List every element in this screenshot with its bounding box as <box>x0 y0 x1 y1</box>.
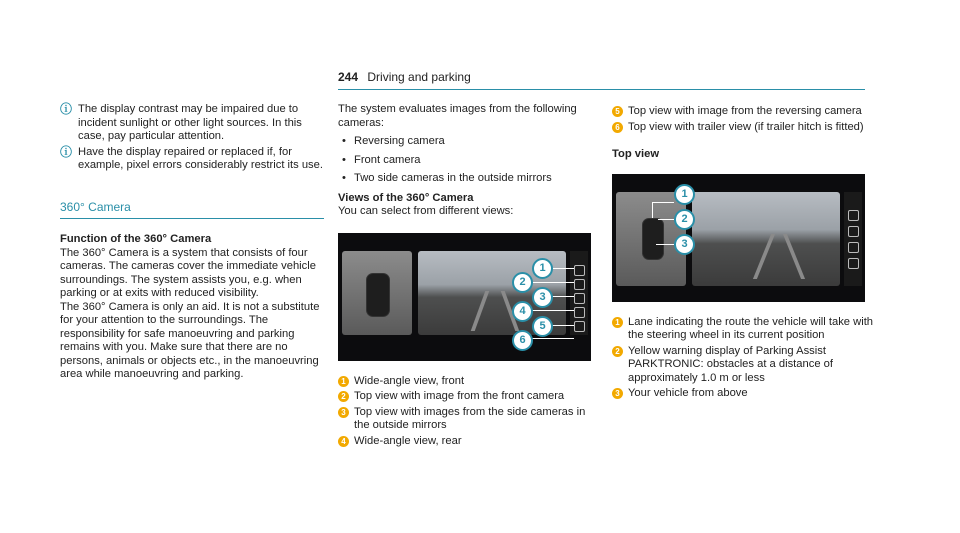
view-selector-strip <box>844 192 862 286</box>
view-icon[interactable] <box>574 265 585 276</box>
legend-item <box>338 406 600 433</box>
legend-item <box>338 375 600 389</box>
callout-line <box>530 282 574 283</box>
camera-views-image <box>338 233 591 361</box>
view-icon[interactable] <box>574 279 585 290</box>
views-title: Views of the 360° Camera <box>338 191 474 204</box>
view-icon[interactable] <box>848 242 859 253</box>
number-badge: 4 <box>338 436 349 447</box>
legend-item <box>612 105 874 119</box>
callout-3: 3 <box>674 234 695 255</box>
legend-item <box>338 390 600 404</box>
callout-line <box>550 325 574 326</box>
bullet-dot: • <box>342 135 346 147</box>
note-text: The display contrast may be impaired due to incident sunlight or other light sources. In this case, pay particular attention. <box>78 103 302 142</box>
legend-text: Your vehicle from above <box>628 387 748 399</box>
callout-1: 1 <box>674 184 695 205</box>
callout-line <box>652 202 653 218</box>
section-rule <box>60 218 324 219</box>
legend-text: Wide-angle view, front <box>354 374 465 387</box>
column-1 <box>60 103 325 382</box>
callout-line <box>530 338 574 339</box>
number-badge: 1 <box>338 376 349 387</box>
number-badge: 2 <box>338 391 349 402</box>
note-text: Have the display repaired or replaced if, for example, pixel errors considerably restrict its use. <box>78 145 323 171</box>
callout-line <box>652 202 674 203</box>
legend-text: Lane indicating the route the vehicle will take with the steering wheel in its current position <box>628 315 874 341</box>
info-icon: ⓘ <box>60 102 73 116</box>
callout-1: 1 <box>532 258 553 279</box>
bullet-text: Two side cameras in the outside mirrors <box>354 172 552 184</box>
view-icon[interactable] <box>848 226 859 237</box>
legend-text: Top view with trailer view (if trailer hitch is fitted) <box>628 120 864 133</box>
callout-4: 4 <box>512 301 533 322</box>
bullet-dot: • <box>342 153 346 166</box>
page-number: 244 <box>338 70 359 84</box>
bullet-item <box>338 135 600 149</box>
function-title: Function of the 360° Camera <box>60 233 212 245</box>
callout-line <box>530 310 574 311</box>
bullet-item <box>338 154 600 168</box>
cameras-intro: The system evaluates images from the following cameras: <box>338 103 577 129</box>
callout-5: 5 <box>532 316 553 337</box>
column-2 <box>338 103 600 448</box>
callout-3: 3 <box>532 287 553 308</box>
bullet-text: Reversing camera <box>354 135 445 147</box>
camera-feed-panel <box>692 192 840 286</box>
legend-text: Top view with image from the reversing camera <box>628 105 862 117</box>
number-badge: 3 <box>612 388 623 399</box>
callout-6: 6 <box>512 330 533 351</box>
callout-2: 2 <box>674 209 695 230</box>
info-icon: ⓘ <box>60 144 73 159</box>
legend-text: Wide-angle view, rear <box>354 434 462 447</box>
number-badge: 2 <box>612 346 623 357</box>
paragraph-1: The 360° Camera is a system that consists of four cameras. The cameras cover the immediate vehicle surroundings. The system assists you, e.g. when parking or at exits with reduced visibility. <box>60 246 316 299</box>
header-rule <box>338 89 865 90</box>
legend-text: Top view with image from the front camera <box>354 390 565 402</box>
view-icon[interactable] <box>848 258 859 269</box>
vehicle-icon <box>366 273 390 317</box>
number-badge: 3 <box>338 407 349 418</box>
bullet-item <box>338 172 600 186</box>
number-badge: 6 <box>612 122 623 133</box>
view-icon[interactable] <box>574 307 585 318</box>
callout-line <box>550 268 574 269</box>
column-3 <box>612 103 874 401</box>
vehicle-icon <box>642 218 664 260</box>
view-icon[interactable] <box>574 321 585 332</box>
note-1 <box>60 103 325 144</box>
legend-item <box>612 316 874 343</box>
number-badge: 5 <box>612 106 623 117</box>
bullet-dot: • <box>342 172 346 184</box>
section-title: 360° Camera <box>60 199 131 214</box>
legend-item <box>338 435 600 449</box>
page-header <box>338 70 471 84</box>
callout-line <box>658 219 674 220</box>
legend-text: Top view with images from the side cameras in the outside mirrors <box>354 405 586 431</box>
number-badge: 1 <box>612 317 623 328</box>
header-section: Driving and parking <box>367 70 471 84</box>
callout-line <box>550 296 574 297</box>
view-icon[interactable] <box>574 293 585 304</box>
legend-text: Yellow warning display of Parking Assist PARKTRONIC: obstacles at a distance of approximately 1.0 m or less <box>628 344 833 384</box>
paragraph-2: The 360° Camera is only an aid. It is not a substitute for your attention to the surroundings. The responsibility for safe manoeuvring and parking remains with you. Make sure that there are no persons, animals or objects etc., in the manoeuvring area while manoeuvring and parking. <box>60 300 320 380</box>
top-view-image <box>612 174 865 302</box>
legend-item <box>612 387 874 401</box>
legend-item <box>612 345 874 386</box>
bullet-text: Front camera <box>354 153 421 166</box>
view-icon[interactable] <box>848 210 859 221</box>
callout-2: 2 <box>512 272 533 293</box>
callout-line <box>656 244 674 245</box>
views-intro: You can select from different views: <box>338 205 514 217</box>
legend-item <box>612 121 874 135</box>
top-view-title: Top view <box>612 148 660 160</box>
note-2 <box>60 146 325 173</box>
